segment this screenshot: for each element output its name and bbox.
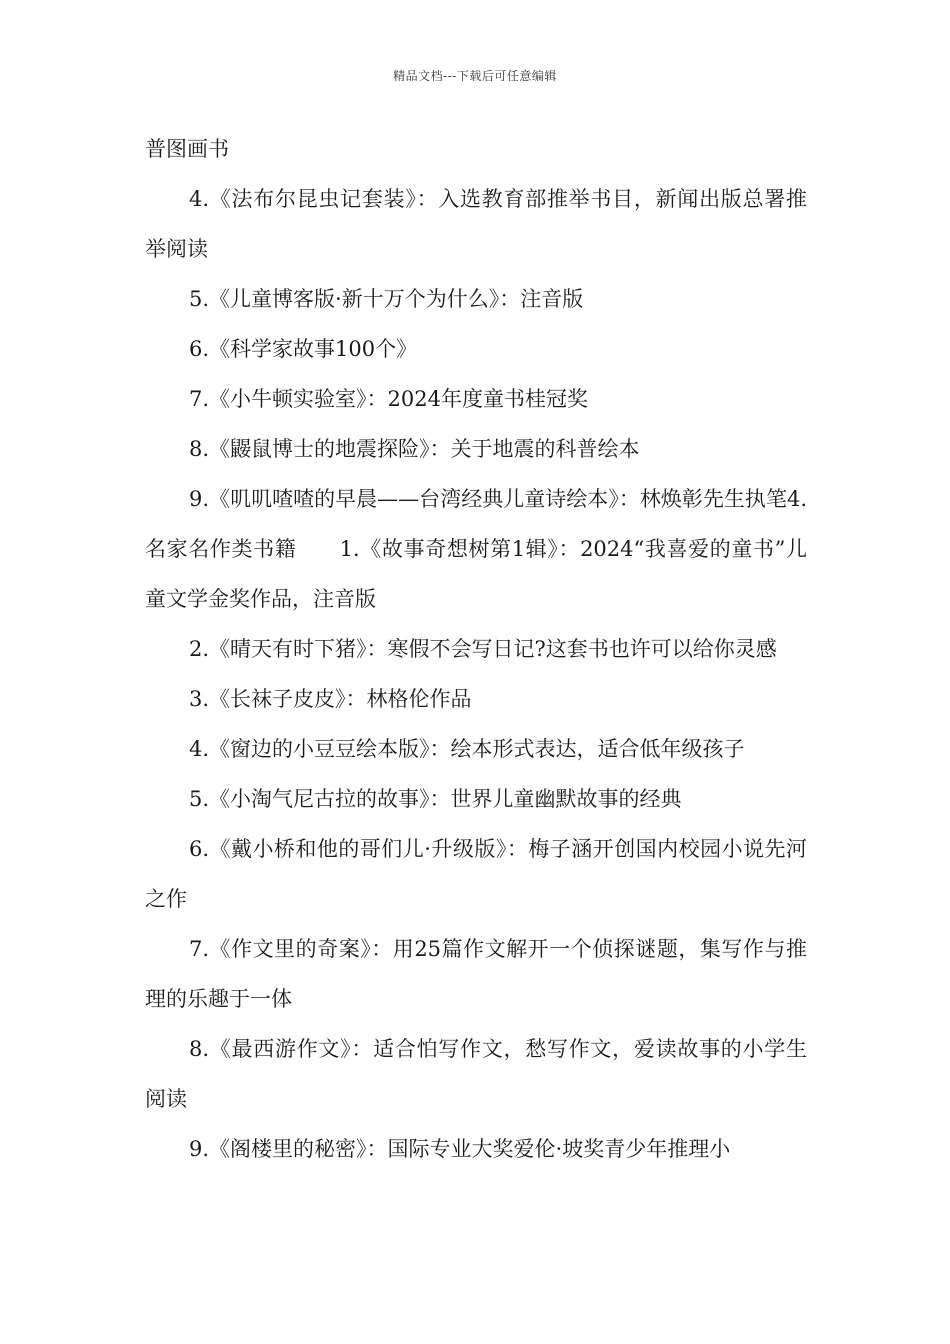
page-header: 精品文档---下载后可任意编辑 [393,69,557,83]
list-item: 2.《晴天有时下猪》：寒假不会写日记?这套书也许可以给你灵感 [189,637,777,661]
list-item: 8.《最西游作文》：适合怕写作文，愁写作文，爱读故事的小学生阅读 [145,1037,807,1111]
list-item: 7.《小牛顿实验室》：2024年度童书桂冠奖 [189,387,588,411]
list-item: 8.《鼹鼠博士的地震探险》：关于地震的科普绘本 [189,437,640,461]
list-item: 5.《小淘气尼古拉的故事》：世界儿童幽默故事的经典 [189,787,682,811]
list-item: 3.《长袜子皮皮》：林格伦作品 [189,687,472,711]
list-item: 9.《叽叽喳喳的早晨——台湾经典儿童诗绘本》：林焕彰先生执笔4.名家名作类书籍 1.《故事奇想树第1辑》：2024“我喜爱的童书”儿童文学金奖作品，注音版 [145,487,807,611]
list-item: 4.《窗边的小豆豆绘本版》：绘本形式表达，适合低年级孩子 [189,737,745,761]
document-body [145,124,807,1174]
paragraph: 普图画书 [145,137,229,161]
list-item: 6.《戴小桥和他的哥们儿·升级版》：梅子涵开创国内校园小说先河之作 [145,837,807,911]
list-item: 6.《科学家故事100个》 [189,337,418,361]
list-item: 9.《阁楼里的秘密》：国际专业大奖爱伦·坡奖青少年推理小 [189,1137,731,1161]
list-item: 4.《法布尔昆虫记套装》：入选教育部推举书目，新闻出版总署推举阅读 [145,187,807,261]
list-item: 5.《儿童博客版·新十万个为什么》：注音版 [189,287,584,311]
list-item: 7.《作文里的奇案》：用25篇作文解开一个侦探谜题，集写作与推理的乐趣于一体 [145,937,807,1011]
